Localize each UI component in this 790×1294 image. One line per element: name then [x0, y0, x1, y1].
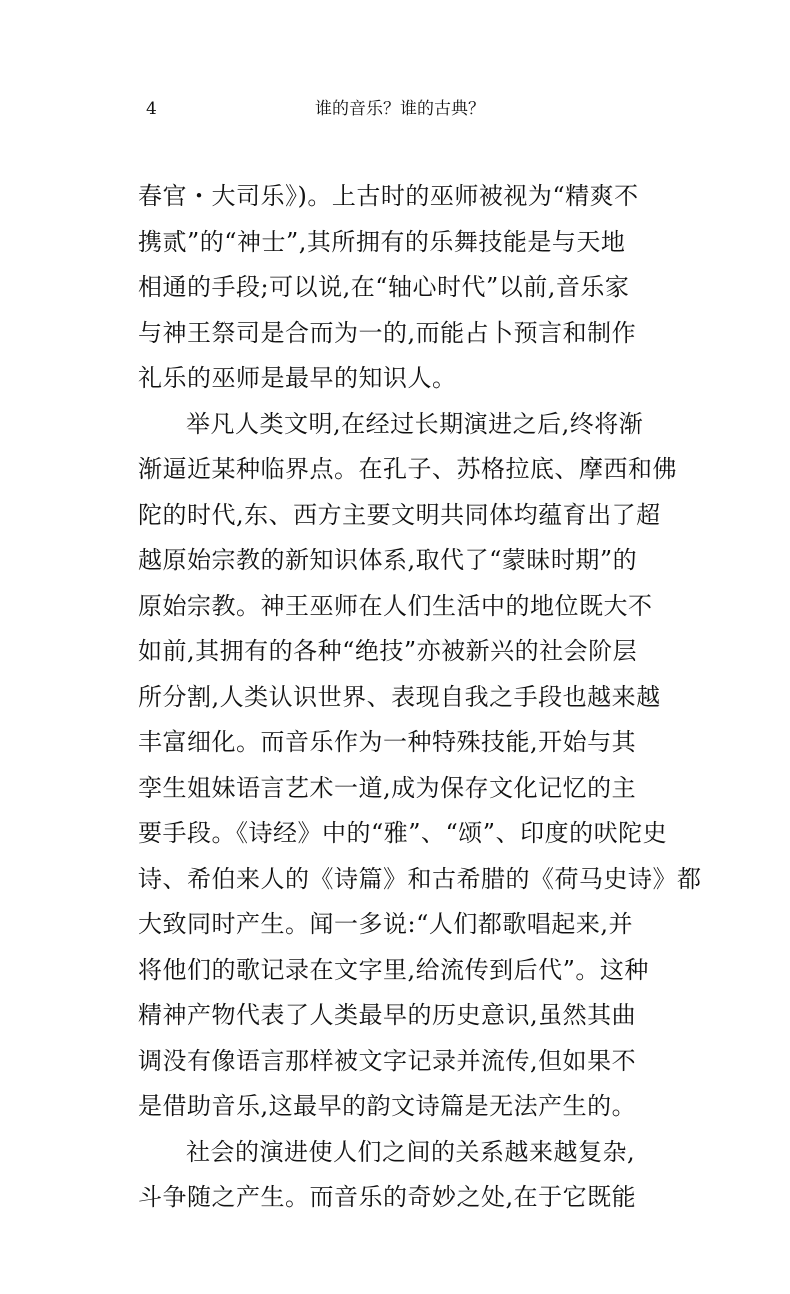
text-line: 原始宗教。神王巫师在人们生活中的地位既大不: [138, 591, 653, 620]
text-line: 渐逼近某种临界点。在孔子、苏格拉底、摩西和佛: [138, 455, 677, 483]
paragraph-first-line: 举凡人类文明,在经过长期演进之后,终将渐: [186, 409, 644, 438]
text-line: 所分割,人类认识世界、表现自我之手段也越来越: [138, 682, 661, 711]
running-head: [0, 96, 790, 122]
text-line: 春官・大司乐》)。上古时的巫师被视为“精爽不: [138, 182, 639, 210]
text-line: 携贰”的“神士”,其所拥有的乐舞技能是与天地: [138, 227, 626, 256]
text-line: 礼乐的巫师是最早的知识人。: [138, 364, 457, 392]
text-line: 如前,其拥有的各种“绝技”亦被新兴的社会阶层: [138, 637, 638, 665]
text-line: 丰富细化。而音乐作为一种特殊技能,开始与其: [138, 728, 637, 756]
text-line: 大致同时产生。闻一多说:“人们都歌唱起来,并: [138, 910, 633, 938]
text-line: 陀的时代,东、西方主要文明共同体均蕴育出了超: [138, 500, 661, 529]
text-line: 将他们的歌记录在文字里,给流传到后代”。这种: [138, 955, 649, 984]
text-line: 精神产物代表了人类最早的历史意识,虽然其曲: [138, 1001, 637, 1029]
text-line: 与神王祭司是合而为一的,而能占卜预言和制作: [138, 318, 637, 347]
text-line: 斗争随之产生。而音乐的奇妙之处,在于它既能: [138, 1183, 637, 1211]
text-line: 孪生姐妹语言艺术一道,成为保存文化记忆的主: [138, 773, 637, 802]
text-line: 越原始宗教的新知识体系,取代了“蒙昧时期”的: [138, 546, 638, 574]
text-line: 诗、希伯来人的《诗篇》和古希腊的《荷马史诗》都: [138, 864, 702, 893]
page-number: 4: [146, 99, 157, 119]
paragraph-first-line: 社会的演进使人们之间的关系越来越复杂,: [186, 1137, 636, 1166]
text-line: 相通的手段;可以说,在“轴心时代”以前,音乐家: [138, 273, 630, 301]
running-title: 谁的音乐？谁的古典？: [315, 99, 485, 119]
text-line: 要手段。《诗经》中的“雅”、“颂”、印度的吠陀史: [138, 819, 668, 847]
text-line: 是借助音乐,这最早的韵文诗篇是无法产生的。: [138, 1092, 637, 1120]
body-text: [138, 174, 702, 1221]
text-line: 调没有像语言那样被文字记录并流传,但如果不: [138, 1046, 637, 1075]
